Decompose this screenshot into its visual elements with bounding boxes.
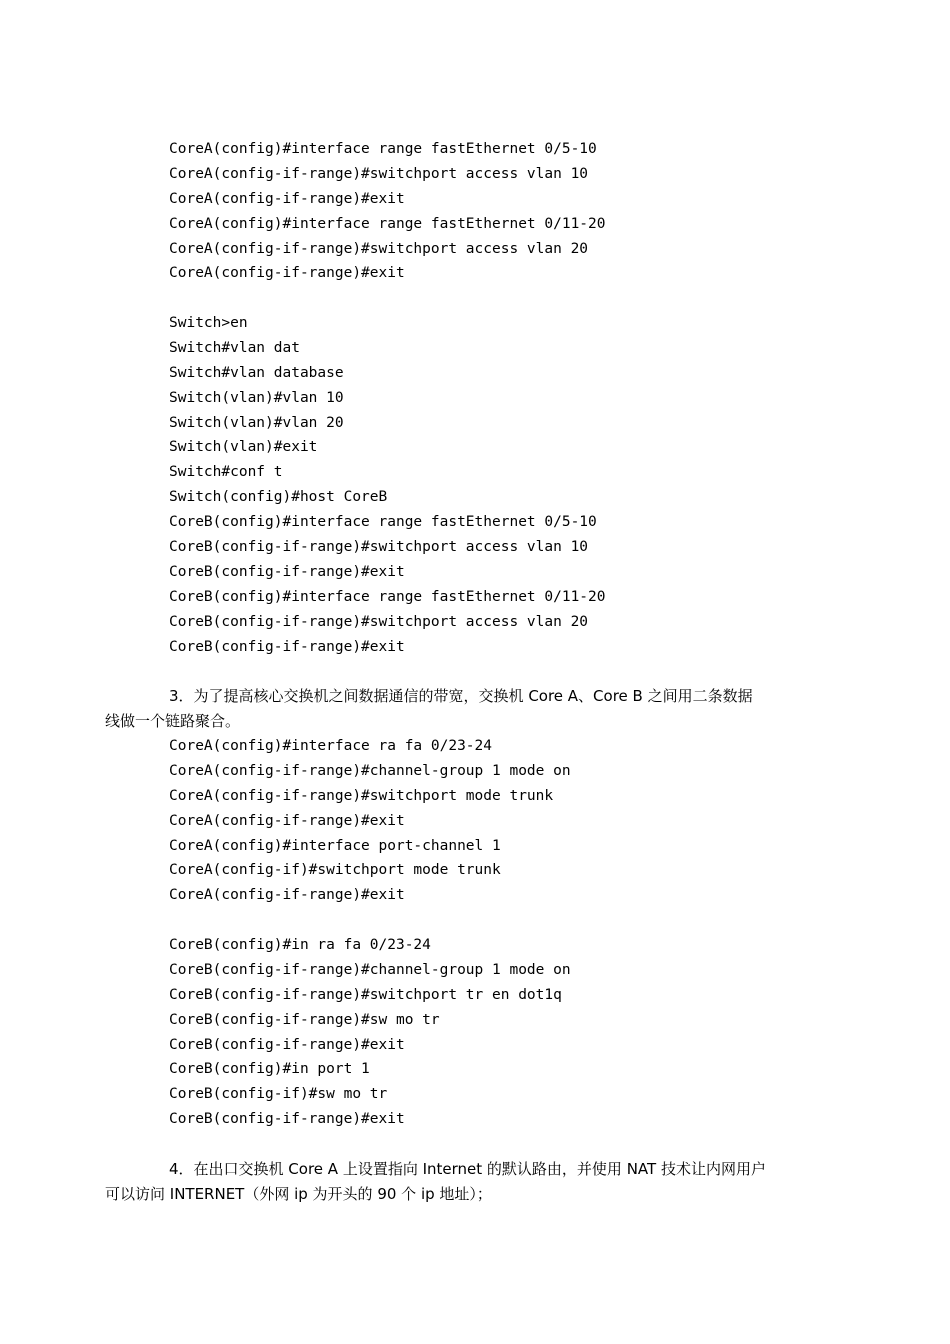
code-line: Switch(config)#host CoreB bbox=[169, 489, 388, 506]
code-line: CoreB(config-if-range)#switchport tr en dot1q bbox=[169, 986, 562, 1003]
code-block-corea-channel bbox=[169, 734, 571, 908]
code-line: Switch(vlan)#vlan 10 bbox=[169, 389, 344, 406]
paragraph-step-3 bbox=[105, 684, 827, 734]
code-line: CoreB(config)#in port 1 bbox=[169, 1061, 370, 1078]
code-line: CoreA(config)#interface range fastEthernet 0/11-20 bbox=[169, 215, 606, 232]
code-line: CoreA(config-if-range)#exit bbox=[169, 265, 405, 282]
code-block-coreb-channel bbox=[169, 933, 571, 1132]
paragraph-line: 4．在出口交换机 Core A 上设置指向 Internet 的默认路由，并使用 NAT 技术让内网用户 bbox=[169, 1160, 766, 1178]
code-line: Switch#vlan database bbox=[169, 364, 344, 381]
code-line: CoreA(config-if-range)#exit bbox=[169, 887, 405, 904]
code-line: CoreB(config-if-range)#exit bbox=[169, 1036, 405, 1053]
code-line: CoreB(config-if-range)#exit bbox=[169, 1111, 405, 1128]
code-line: CoreB(config)#in ra fa 0/23-24 bbox=[169, 937, 431, 953]
code-line: CoreB(config)#interface range fastEthernet 0/5-10 bbox=[169, 514, 597, 531]
code-line: CoreB(config)#interface range fastEthernet 0/11-20 bbox=[169, 588, 606, 605]
code-line: CoreB(config-if-range)#channel-group 1 mode on bbox=[169, 961, 571, 978]
code-line: CoreB(config-if)#sw mo tr bbox=[169, 1086, 388, 1103]
code-line: CoreA(config-if)#switchport mode trunk bbox=[169, 862, 501, 879]
paragraph-line: 3．为了提高核心交换机之间数据通信的带宽，交换机 Core A、Core B 之间用二条数据 bbox=[169, 687, 753, 705]
paragraph-line: 线做一个链路聚合。 bbox=[105, 712, 241, 730]
code-line: Switch(vlan)#exit bbox=[169, 439, 318, 456]
code-line: CoreA(config-if-range)#switchport access vlan 10 bbox=[169, 165, 589, 182]
code-line: CoreB(config-if-range)#exit bbox=[169, 563, 405, 580]
code-line: CoreA(config)#interface range fastEthernet 0/5-10 bbox=[169, 141, 597, 157]
code-block-coreb-vlan bbox=[169, 311, 606, 659]
code-line: CoreA(config-if-range)#exit bbox=[169, 190, 405, 207]
code-line: Switch#conf t bbox=[169, 464, 283, 481]
code-line: Switch#vlan dat bbox=[169, 339, 300, 356]
code-line: CoreA(config-if-range)#exit bbox=[169, 812, 405, 829]
paragraph-line: 可以访问 INTERNET（外网 ip 为开头的 90 个 ip 地址）； bbox=[105, 1185, 492, 1203]
code-line: CoreA(config)#interface port-channel 1 bbox=[169, 837, 501, 854]
code-line: CoreB(config-if-range)#switchport access vlan 10 bbox=[169, 539, 589, 556]
code-line: CoreA(config-if-range)#switchport mode trunk bbox=[169, 787, 554, 804]
code-line: CoreA(config-if-range)#switchport access vlan 20 bbox=[169, 240, 589, 257]
code-line: CoreB(config-if-range)#exit bbox=[169, 638, 405, 655]
code-line: Switch(vlan)#vlan 20 bbox=[169, 414, 344, 431]
code-line: CoreB(config-if-range)#switchport access vlan 20 bbox=[169, 613, 589, 630]
code-block-corea-vlan bbox=[169, 137, 606, 286]
paragraph-step-4 bbox=[105, 1157, 827, 1207]
code-line: Switch>en bbox=[169, 315, 248, 331]
code-line: CoreA(config-if-range)#channel-group 1 mode on bbox=[169, 762, 571, 779]
code-line: CoreB(config-if-range)#sw mo tr bbox=[169, 1011, 440, 1028]
code-line: CoreA(config)#interface ra fa 0/23-24 bbox=[169, 738, 493, 754]
